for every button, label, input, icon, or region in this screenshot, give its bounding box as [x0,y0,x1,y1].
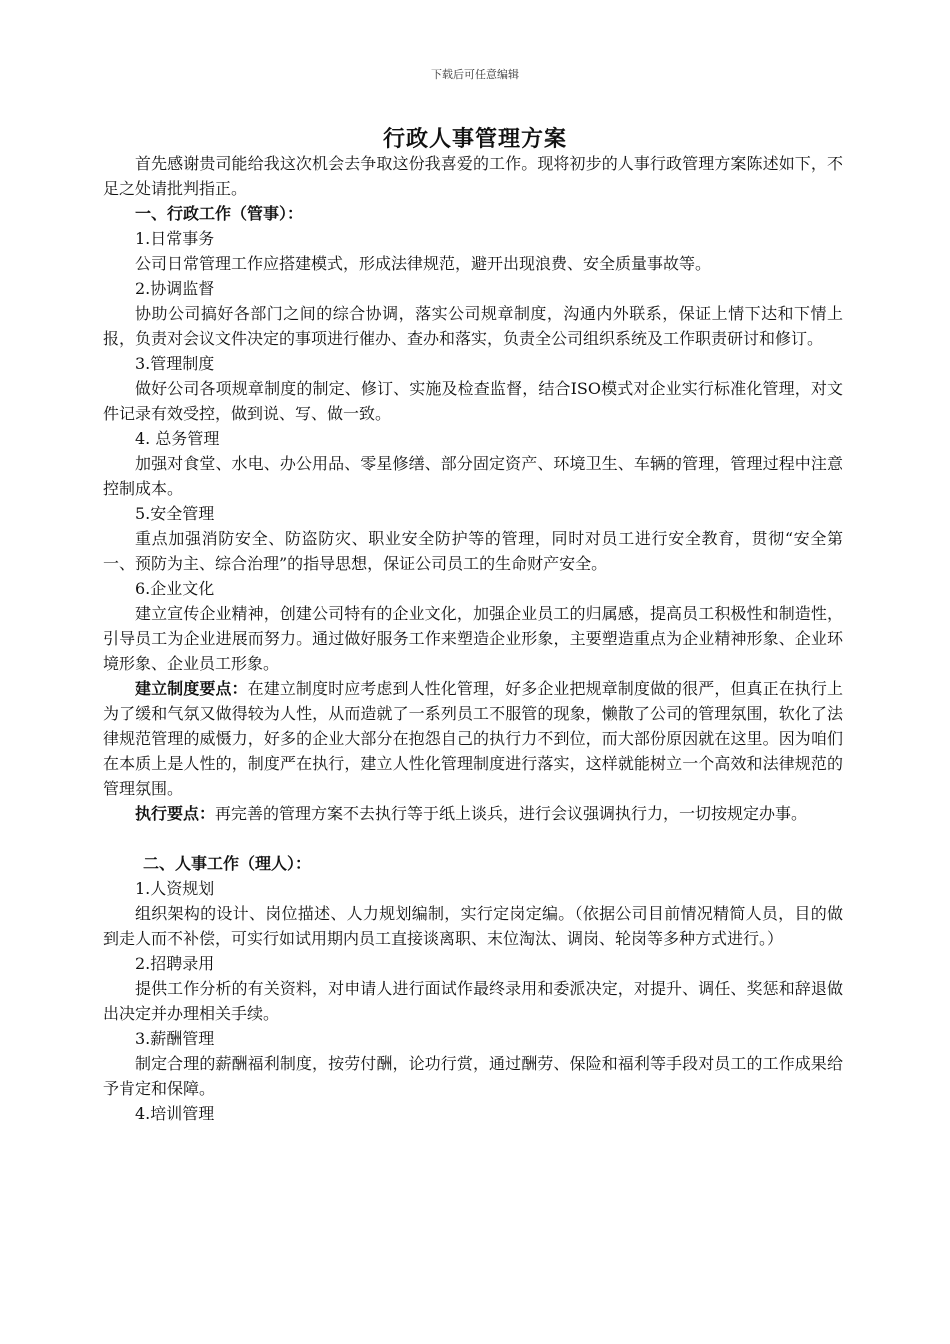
item-text: 加强对食堂、水电、办公用品、零星修缮、部分固定资产、环境卫生、车辆的管理，管理过程中注意控制成本。 [103,454,843,498]
key-point-label: 建立制度要点： [135,679,248,698]
execution-paragraph [103,801,843,826]
item-text: 协助公司搞好各部门之间的综合协调，落实公司规章制度，沟通内外联系，保证上情下达和下情上报，负责对会议文件决定的事项进行催办、查办和落实，负责全公司组织系统及工作职责研讨和修订。 [103,304,843,348]
item-label: 1.日常事务 [135,229,215,248]
section2-heading: 二、人事工作（理人）： [143,854,312,873]
document-title: 行政人事管理方案 [382,126,567,152]
section1-heading: 一、行政工作（管事）： [135,204,304,223]
execution-text: 再完善的管理方案不去执行等于纸上谈兵，进行会议强调执行力，一切按规定办事。 [215,804,808,823]
item-label: 6.企业文化 [135,579,215,598]
item-label: 2.招聘录用 [135,954,215,973]
key-point-text: 在建立制度时应考虑到人性化管理，好多企业把规章制度做的很严，但真正在执行上为了缓和气氛又做得较为人性，从而造就了一系列员工不服管的现象，懒散了公司的管理氛围，软化了法律规范管理的威慑力，好多的企业大部分在抱怨自己的执行力不到位，而大部份原因就在这里。因为咱们在本质上是人性的，制度严在执行，建立人性化管理制度进行落实，这样就能树立一个高效和法律规范的管理氛围。 [103,679,843,798]
item-text: 制定合理的薪酬福利制度，按劳付酬，论功行赏，通过酬劳、保险和福利等手段对员工的工作成果给予肯定和保障。 [103,1054,843,1098]
item-label: 2.协调监督 [135,279,215,298]
document-body [103,151,843,1126]
intro-paragraph: 首先感谢贵司能给我这次机会去争取这份我喜爱的工作。现将初步的人事行政管理方案陈述如下，不足之处请批判指正。 [103,154,843,198]
execution-label: 执行要点： [135,804,216,823]
item-text: 重点加强消防安全、防盗防灾、职业安全防护等的管理，同时对员工进行安全教育，贯彻“安全第一、预防为主、综合治理”的指导思想，保证公司员工的生命财产安全。 [103,529,843,573]
item-label: 3.管理制度 [135,354,215,373]
download-note: 下载后可任意编辑 [431,68,519,81]
item-text: 提供工作分析的有关资料，对申请人进行面试作最终录用和委派决定，对提升、调任、奖惩和辞退做出决定并办理相关手续。 [103,979,843,1023]
item-label: 5.安全管理 [135,504,215,523]
item-text: 公司日常管理工作应搭建模式，形成法律规范，避开出现浪费、安全质量事故等。 [135,254,712,273]
item-label: 1.人资规划 [135,879,215,898]
item-label: 3.薪酬管理 [135,1029,215,1048]
item-text: 组织架构的设计、岗位描述、人力规划编制，实行定岗定编。（依据公司目前情况精简人员，目的做到走人而不补偿，可实行如试用期内员工直接谈离职、末位淘汰、调岗、轮岗等多种方式进行。） [103,904,843,948]
item-label: 4. 总务管理 [135,429,220,448]
item-text: 建立宣传企业精神，创建公司特有的企业文化，加强企业员工的归属感，提高员工积极性和制造性，引导员工为企业进展而努力。通过做好服务工作来塑造企业形象，主要塑造重点为企业精神形象、企业环境形象、企业员工形象。 [103,604,843,673]
item-label: 4.培训管理 [135,1104,215,1123]
key-point-paragraph [103,676,843,801]
item-text: 做好公司各项规章制度的制定、修订、实施及检查监督，结合ISO模式对企业实行标准化管理，对文件记录有效受控，做到说、写、做一致。 [103,379,843,423]
